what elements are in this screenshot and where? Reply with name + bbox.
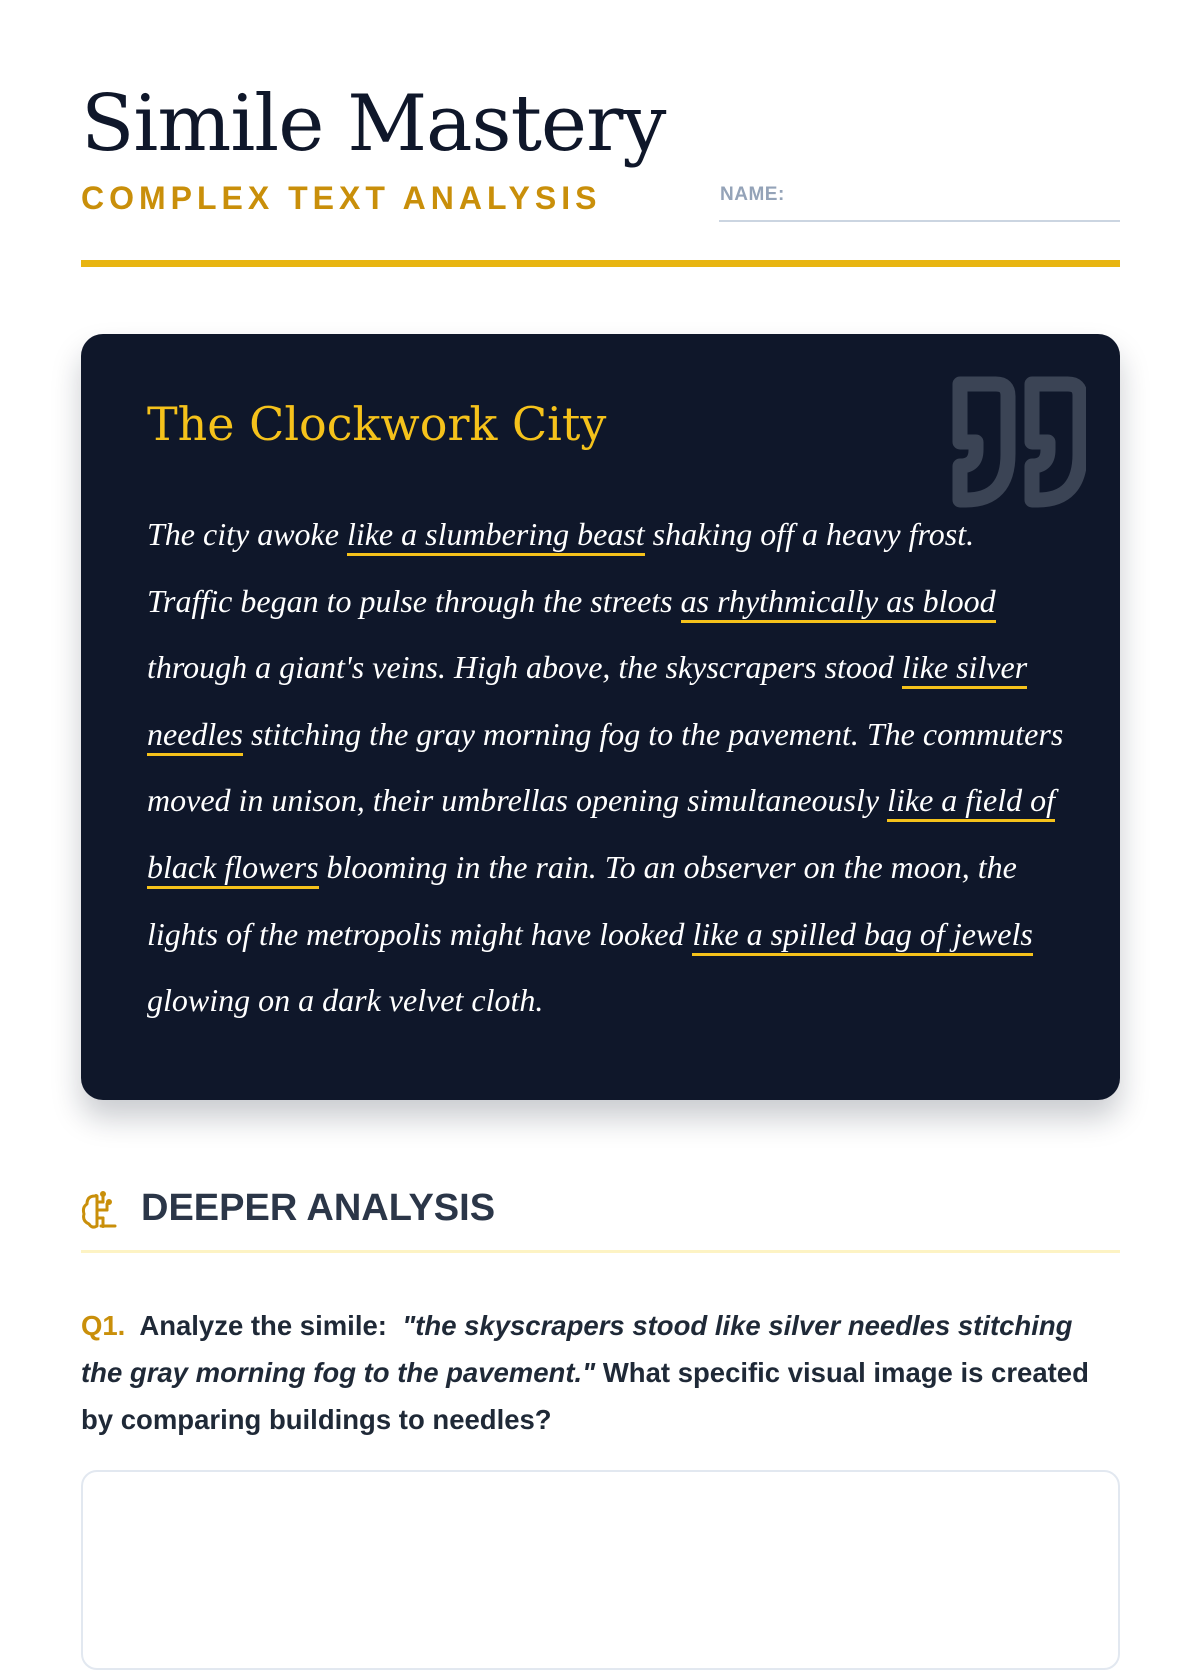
simile-phrase: like silver needles	[147, 649, 1027, 756]
name-field	[719, 180, 1120, 222]
passage-segment: through a giant's veins. High above, the skyscrapers stood	[147, 649, 902, 686]
passage-segment: blooming in the rain. To an observer on the moon, the lights of the metropolis might have looked	[147, 848, 1017, 952]
question-number: Q1.	[81, 1310, 126, 1341]
passage-segment: glowing on a dark velvet cloth.	[147, 982, 544, 1019]
simile-phrase: like a field of black flowers	[147, 782, 1055, 889]
simile-phrase: as rhythmically as blood	[681, 583, 996, 623]
name-label: NAME:	[720, 184, 785, 205]
passage-card	[81, 334, 1120, 1100]
passage-segment: shaking off a heavy frost. Traffic began to pulse through the streets	[147, 516, 975, 619]
passage-title: The Clockwork City	[147, 397, 607, 451]
passage-segment: The city awoke	[147, 516, 347, 552]
name-input[interactable]	[795, 182, 1119, 216]
passage-text	[147, 501, 1067, 1034]
header-divider	[81, 260, 1120, 267]
answer-input-q1[interactable]	[81, 1470, 1120, 1670]
question-followup: What specific visual image is created by comparing buildings to needles?	[81, 1357, 1089, 1435]
worksheet-header	[81, 0, 1120, 268]
simile-phrase: like a slumbering beast	[347, 516, 645, 556]
question-1	[81, 1302, 1120, 1443]
quote-icon	[946, 374, 1086, 514]
passage-segment: stitching the gray morning fog to the pavement. The commuters moved in unison, their umbrellas opening simultaneously	[147, 715, 1064, 819]
brain-icon	[81, 1190, 119, 1230]
page-title: Simile Mastery	[81, 79, 666, 169]
simile-phrase: like a spilled bag of jewels	[692, 916, 1032, 956]
section-title: DEEPER ANALYSIS	[141, 1187, 496, 1229]
question-quote: "the skyscrapers stood like silver needles stitching the gray morning fog to the pavement."	[81, 1310, 1073, 1388]
question-prompt: Analyze the simile:	[139, 1310, 387, 1341]
worksheet-page	[81, 0, 1120, 1435]
section-header	[81, 1182, 1120, 1253]
page-subtitle: COMPLEX TEXT ANALYSIS	[81, 180, 602, 216]
